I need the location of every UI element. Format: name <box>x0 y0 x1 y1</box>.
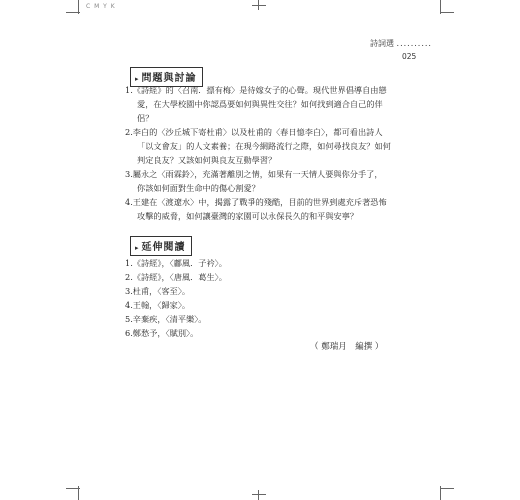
section-title-text: 問題與討論 <box>141 73 197 84</box>
running-header <box>370 38 432 49</box>
reading-item: 4.王翰，〈歸家〉。 <box>125 300 191 310</box>
reading-item: 1.《詩經》，〈鄘風．子衿〉。 <box>125 258 227 268</box>
reading-item: 6.鄭愁予，〈賦別〉。 <box>125 328 199 338</box>
reading-item: 3.杜甫，〈客至〉。 <box>125 286 191 296</box>
discussion-line: 1.《詩經》的〈召南．摽有梅〉是待嫁女子的心聲。現代世界倡導自由戀 <box>125 85 387 95</box>
discussion-line: 4.王建在〈渡遼水〉中，揭露了戰爭的殘酷，目前的世界到處充斥著恐怖 <box>125 197 387 207</box>
discussion-line: 2.李白的〈沙丘城下寄杜甫〉以及杜甫的〈春日憶李白〉，都可看出詩人 <box>125 127 383 137</box>
header-dots: .......... <box>396 39 432 48</box>
reading-item: 2.《詩經》，〈唐風．葛生〉。 <box>125 272 227 282</box>
discussion-line: 你該如何面對生命中的傷心割愛？ <box>137 183 260 193</box>
page-number: 025 <box>402 52 417 61</box>
section-title-discussion <box>130 67 203 87</box>
bullet-marker-icon: ▸ <box>135 74 140 83</box>
discussion-line: 判定良友？又該如何與良友互動學習？ <box>137 155 277 165</box>
author-credit: （ 鄭瑞月 編撰 ） <box>310 342 384 352</box>
discussion-line: 愛，在大學校園中你認爲要如何與異性交往？如何找到適合自己的伴 <box>137 99 383 109</box>
discussion-line: 「以文會友」的人文素養；在現今網路流行之際，如何尋找良友？如何 <box>137 141 391 151</box>
discussion-line: 侶？ <box>137 113 154 123</box>
discussion-line: 攻擊的威脅，如何讓臺灣的家園可以永保長久的和平與安寧？ <box>137 211 359 221</box>
section-title-reading <box>130 236 192 256</box>
discussion-line: 3.屬永之〈雨霖鈴〉，充滿著離別之情，如果有一天情人要與你分手了， <box>125 169 383 179</box>
section-title-text: 延伸閱讀 <box>141 242 186 253</box>
cmyk-print-mark: C M Y K <box>86 3 116 10</box>
reading-item: 5.辛棄疾，〈清平樂〉。 <box>125 314 207 324</box>
header-title: 詩詞選 <box>370 39 394 48</box>
bullet-marker-icon: ▸ <box>135 243 140 252</box>
